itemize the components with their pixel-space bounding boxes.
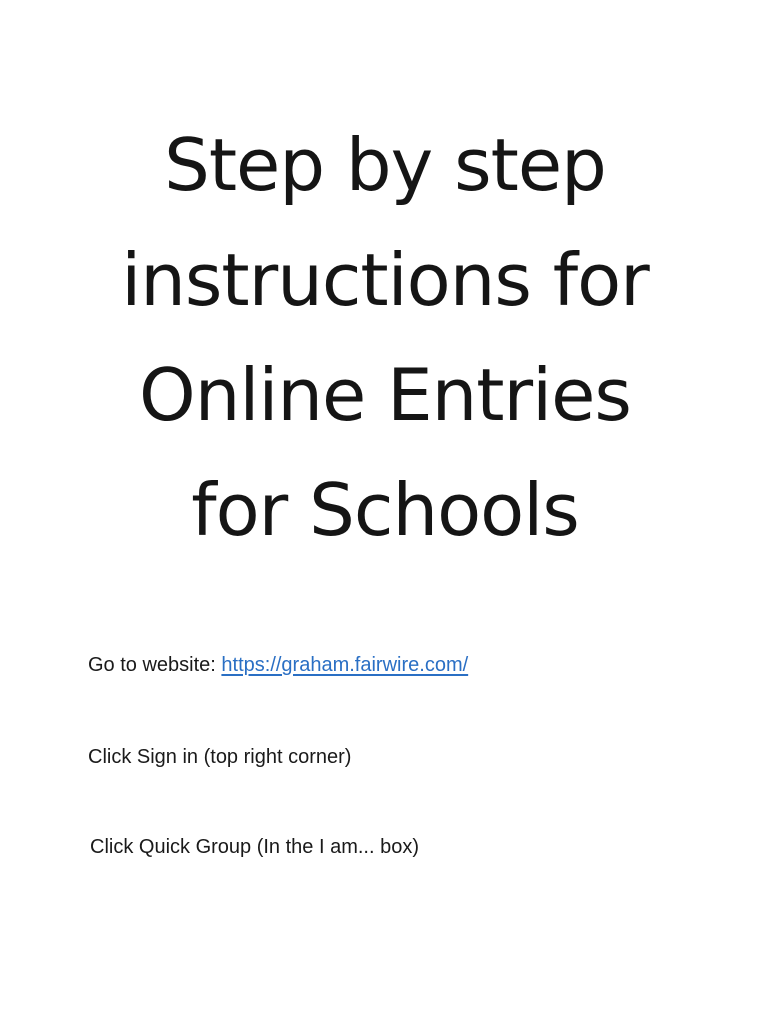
instruction-step-1 (88, 654, 468, 677)
title-line-2: instructions for (121, 238, 649, 322)
instruction-step-2 (88, 746, 351, 769)
title-line-4: for Schools (191, 468, 579, 552)
title-line-1: Step by step (164, 123, 606, 207)
website-link[interactable]: https://graham.fairwire.com/ (221, 654, 469, 676)
title-line-3: Online Entries (139, 353, 631, 437)
page-title (0, 108, 770, 568)
instruction-step-3 (90, 836, 419, 859)
step-1-text: Go to website: (88, 654, 222, 676)
step-3-text: Click Quick Group (In the I am... box) (90, 836, 419, 858)
step-2-text: Click Sign in (top right corner) (88, 746, 352, 768)
